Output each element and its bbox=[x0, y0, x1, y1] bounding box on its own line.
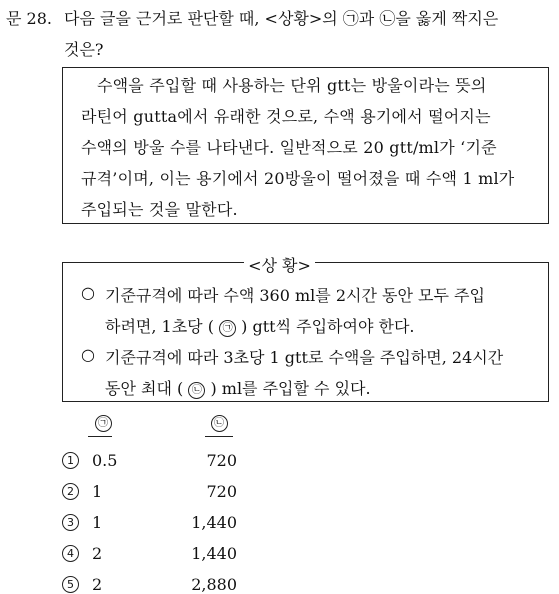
bullet: ○ bbox=[81, 283, 95, 302]
passage-box bbox=[62, 67, 549, 224]
option-2-value-a: 1 bbox=[92, 482, 103, 501]
situation-item2-line1: 기준규격에 따라 3초당 1 gtt로 수액을 주입하면, 24시간 bbox=[105, 348, 504, 367]
question-number: 문 28. bbox=[6, 9, 52, 28]
situation-item1-text-a: 하려면, 1초당 ( bbox=[105, 317, 214, 336]
passage-line: 수액의 방울 수를 나타낸다. 일반적으로 20 gtt/ml가 ‘기준 bbox=[81, 138, 497, 157]
header-a-underline bbox=[88, 436, 112, 437]
option-5-value-b: 2,880 bbox=[191, 575, 237, 594]
option-4-marker[interactable]: 4 bbox=[62, 545, 79, 562]
option-3-value-b: 1,440 bbox=[191, 513, 237, 532]
option-1-value-b: 720 bbox=[206, 451, 237, 470]
mark-a: ㉠ bbox=[219, 320, 236, 337]
option-5-marker[interactable]: 5 bbox=[62, 576, 79, 593]
passage-line: 라틴어 gutta에서 유래한 것으로, 수액 용기에서 떨어지는 bbox=[81, 107, 491, 126]
header-a: ㉠ bbox=[92, 412, 114, 432]
situation-item2-text-a: 동안 최대 ( bbox=[105, 379, 184, 398]
option-2-marker[interactable]: 2 bbox=[62, 483, 79, 500]
option-3-marker[interactable]: 3 bbox=[62, 514, 79, 531]
situation-item1-line1: 기준규격에 따라 수액 360 ml를 2시간 동안 모두 주입 bbox=[105, 286, 485, 305]
situation-item2-text-b: ) ml를 주입할 수 있다. bbox=[210, 379, 371, 398]
situation-box bbox=[62, 262, 549, 402]
option-4-value-a: 2 bbox=[92, 544, 103, 563]
question-text-line2: 것은? bbox=[64, 40, 104, 59]
option-4-value-b: 1,440 bbox=[191, 544, 237, 563]
passage-line: 규격’이며, 이는 용기에서 20방울이 떨어졌을 때 수액 1 ml가 bbox=[81, 169, 515, 188]
passage-line: 주입되는 것을 말한다. bbox=[81, 200, 238, 219]
passage-line: 수액을 주입할 때 사용하는 단위 gtt는 방울이라는 뜻의 bbox=[97, 76, 487, 95]
situation-item2-line2 bbox=[105, 376, 371, 399]
option-3-value-a: 1 bbox=[92, 513, 103, 532]
option-5-value-a: 2 bbox=[92, 575, 103, 594]
bullet: ○ bbox=[81, 345, 95, 364]
situation-item1-line2 bbox=[105, 314, 415, 337]
option-1-value-a: 0.5 bbox=[92, 451, 118, 470]
option-1-marker[interactable]: 1 bbox=[62, 452, 79, 469]
option-2-value-b: 720 bbox=[206, 482, 237, 501]
mark-b: ㉡ bbox=[188, 382, 205, 399]
header-b-underline bbox=[205, 436, 233, 437]
header-b: ㉡ bbox=[208, 412, 230, 432]
question-text-line1: 다음 글을 근거로 판단할 때, <상황>의 ㉠과 ㉡을 옳게 짝지은 bbox=[64, 9, 499, 28]
situation-title: <상 황> bbox=[0, 253, 559, 276]
situation-item1-text-b: ) gtt씩 주입하여야 한다. bbox=[241, 317, 415, 336]
